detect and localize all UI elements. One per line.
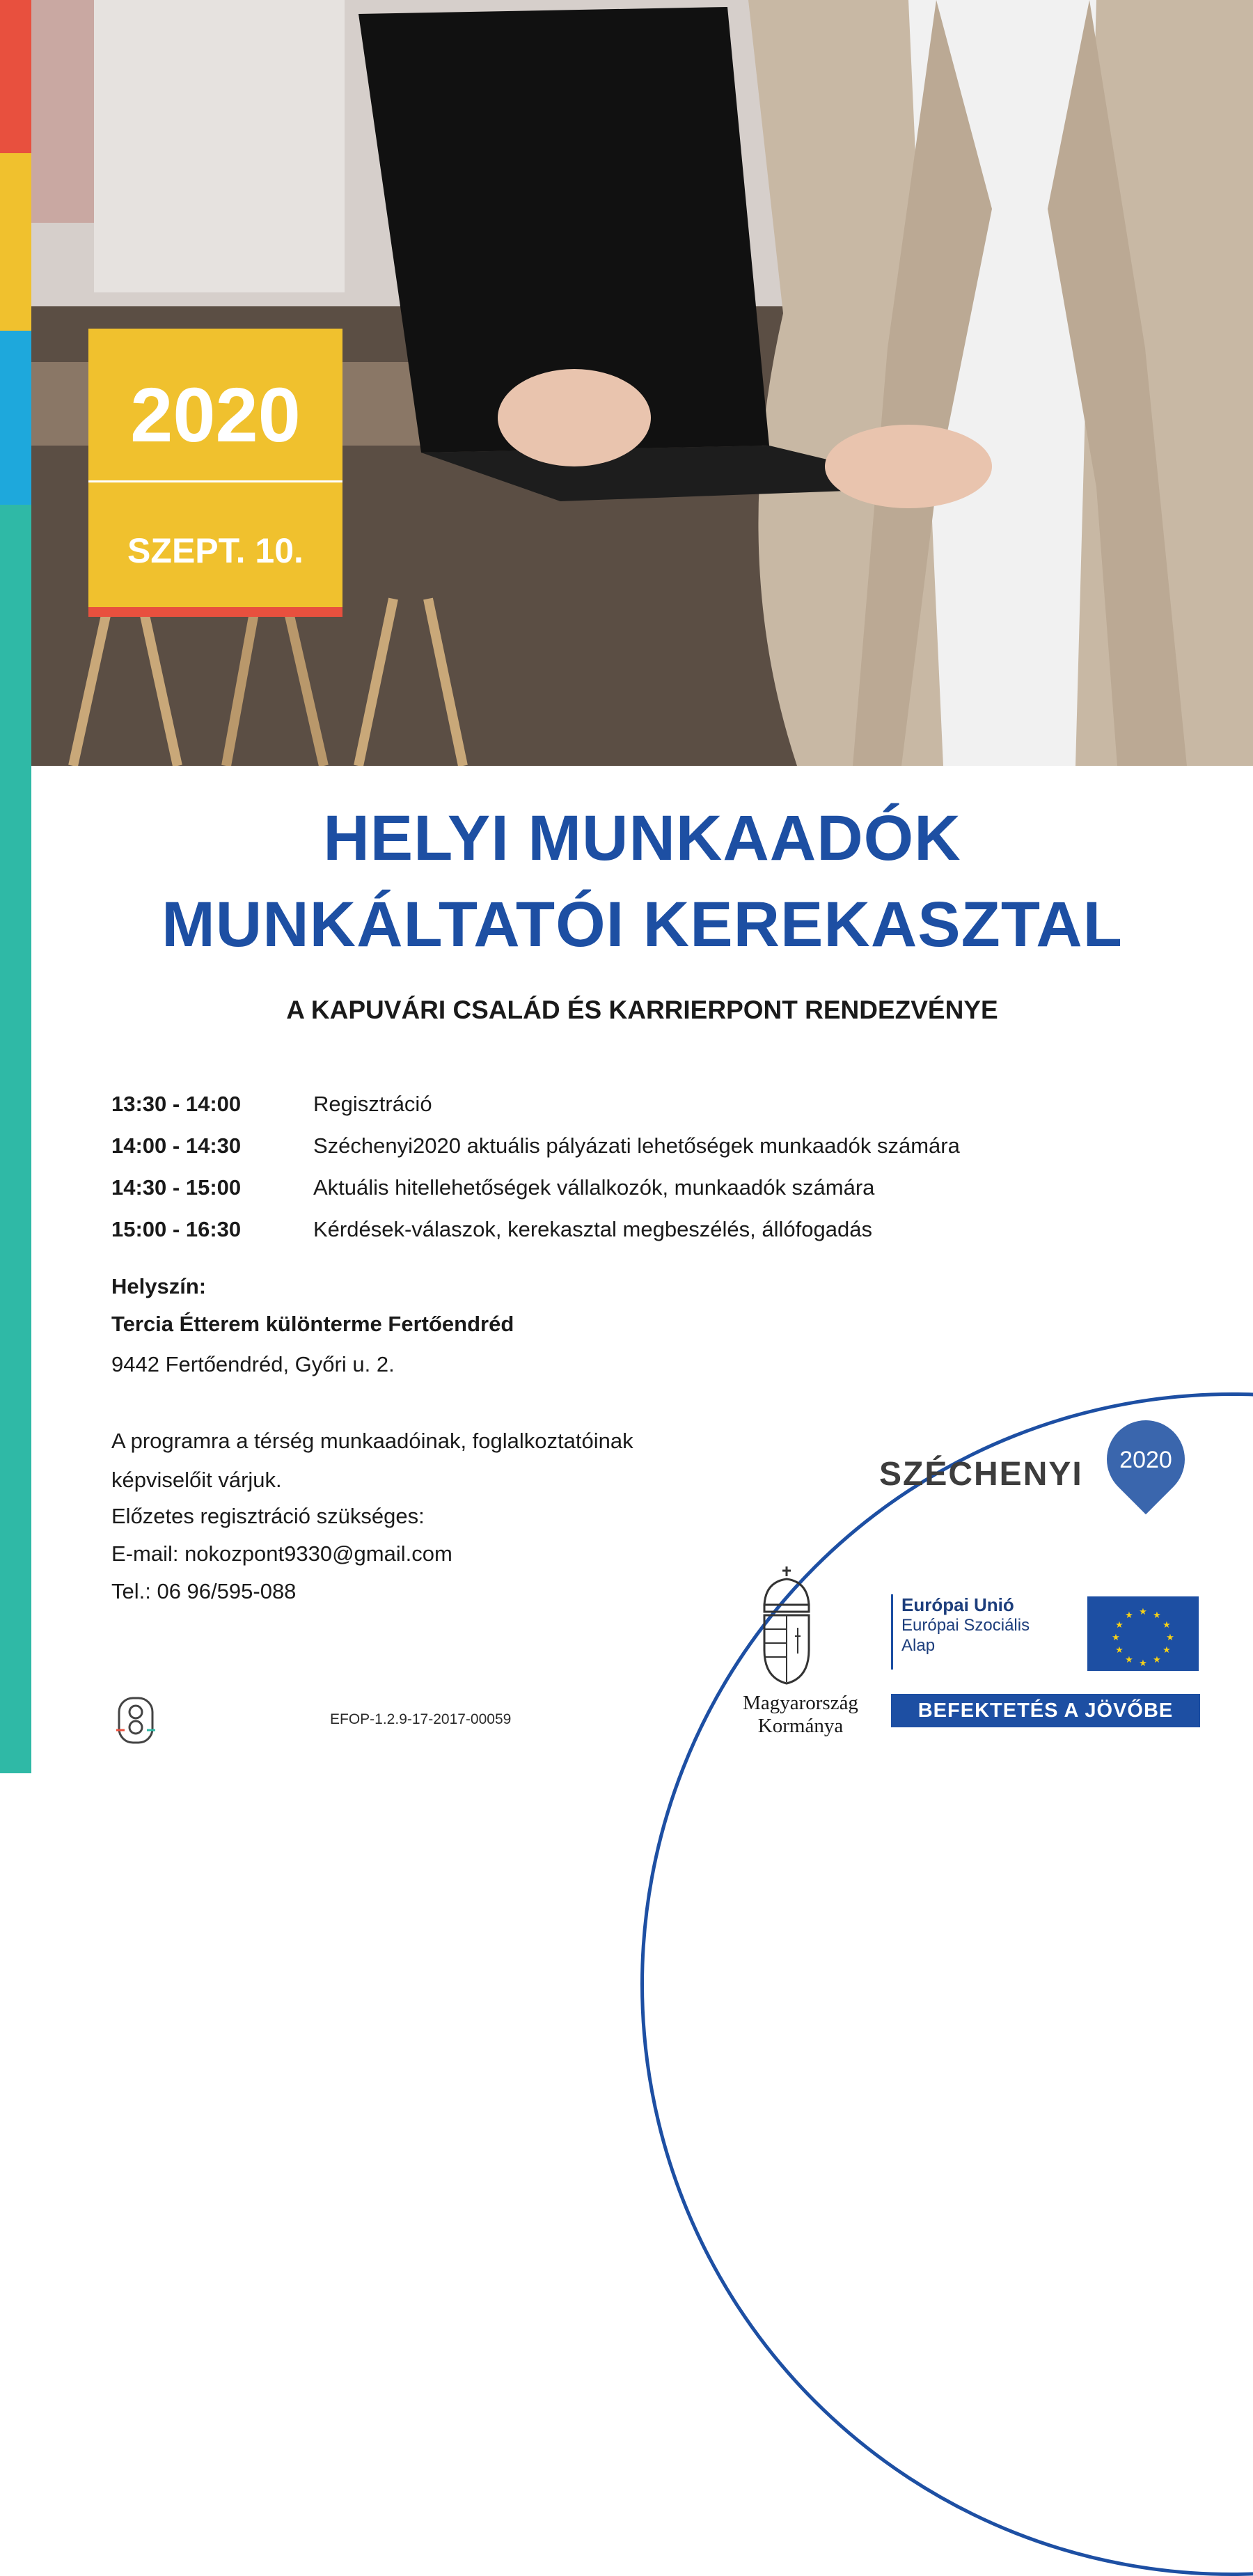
info-line-1: A programra a térség munkaadóinak, foglalkoztatóinak (111, 1429, 633, 1453)
project-code: EFOP-1.2.9-17-2017-00059 (330, 1711, 512, 1727)
title-line-1: HELYI MUNKAADÓK (323, 803, 961, 874)
stripe-yellow (0, 153, 31, 331)
decorative-arc (640, 1392, 1253, 2576)
svg-text:★: ★ (1125, 1655, 1133, 1665)
svg-text:★: ★ (1163, 1620, 1171, 1631)
government-line-2: Kormánya (757, 1715, 844, 1738)
government-logo-text (710, 1692, 891, 1738)
eu-title: Európai Unió (901, 1594, 1014, 1615)
schedule (111, 1083, 960, 1250)
coat-of-arms-icon (759, 1566, 814, 1685)
stripe-blue (0, 331, 31, 505)
eu-flag-icon (1087, 1596, 1199, 1671)
stripe-teal (0, 505, 31, 1773)
svg-text:★: ★ (1153, 1610, 1161, 1621)
schedule-row (111, 1125, 960, 1167)
eu-line-2: Európai Szociális (901, 1616, 1030, 1635)
schedule-time: 13:30 - 14:00 (111, 1092, 242, 1116)
government-line-1: Magyarország (743, 1692, 858, 1714)
stripe-red (0, 0, 31, 153)
contact-email[interactable]: E-mail: nokozpont9330@gmail.com (111, 1541, 452, 1566)
event-day: SZEPT. 10. (127, 531, 304, 570)
schedule-desc: Kérdések-válaszok, kerekasztal megbeszélés, állófogadás (313, 1217, 872, 1241)
eu-line-3: Alap (901, 1635, 936, 1655)
schedule-row (111, 1209, 960, 1250)
event-year: 2020 (130, 372, 301, 458)
date-divider (88, 480, 342, 482)
info-line-3: Előzetes regisztráció szükséges: (111, 1504, 425, 1528)
schedule-time: 14:00 - 14:30 (111, 1133, 242, 1158)
date-box-accent (88, 607, 342, 617)
svg-text:★: ★ (1139, 1607, 1147, 1617)
eu-stars-icon (1087, 1596, 1199, 1671)
schedule-desc: Széchenyi2020 aktuális pályázati lehetőségek munkaadók számára (313, 1133, 960, 1158)
title-line-2: MUNKÁLTATÓI KEREKASZTAL (161, 889, 1123, 960)
svg-text:★: ★ (1166, 1633, 1174, 1643)
venue-address: 9442 Fertőendréd, Győri u. 2. (111, 1352, 395, 1376)
eu-slogan: BEFEKTETÉS A JÖVŐBE (891, 1694, 1200, 1727)
schedule-row (111, 1167, 960, 1209)
venue-name: Tercia Étterem különterme Fertőendréd (111, 1312, 514, 1336)
schedule-time: 15:00 - 16:30 (111, 1217, 242, 1241)
svg-text:★: ★ (1115, 1620, 1124, 1631)
szechenyi-logo-text: SZÉCHENYI (879, 1456, 1083, 1493)
svg-text:★: ★ (1153, 1655, 1161, 1665)
venue-label: Helyszín: (111, 1274, 207, 1298)
contact-phone[interactable]: Tel.: 06 96/595-088 (111, 1579, 297, 1603)
svg-text:★: ★ (1125, 1610, 1133, 1621)
schedule-desc: Regisztráció (313, 1092, 432, 1116)
svg-text:★: ★ (1115, 1645, 1124, 1656)
family-point-logo-icon (115, 1695, 157, 1745)
svg-text:★: ★ (1112, 1633, 1120, 1643)
svg-text:★: ★ (1139, 1658, 1147, 1669)
szechenyi-logo-year: 2020 (1119, 1447, 1172, 1473)
eu-text-block (891, 1594, 1072, 1670)
date-box (88, 329, 342, 607)
schedule-time: 14:30 - 15:00 (111, 1175, 242, 1200)
svg-text:★: ★ (1163, 1645, 1171, 1656)
schedule-row (111, 1083, 960, 1125)
subtitle: A KAPUVÁRI CSALÁD ÉS KARRIERPONT RENDEZVÉNYE (286, 996, 998, 1024)
schedule-desc: Aktuális hitellehetőségek vállalkozók, munkaadók számára (313, 1175, 875, 1200)
info-line-2: képviselőit várjuk. (111, 1468, 282, 1492)
